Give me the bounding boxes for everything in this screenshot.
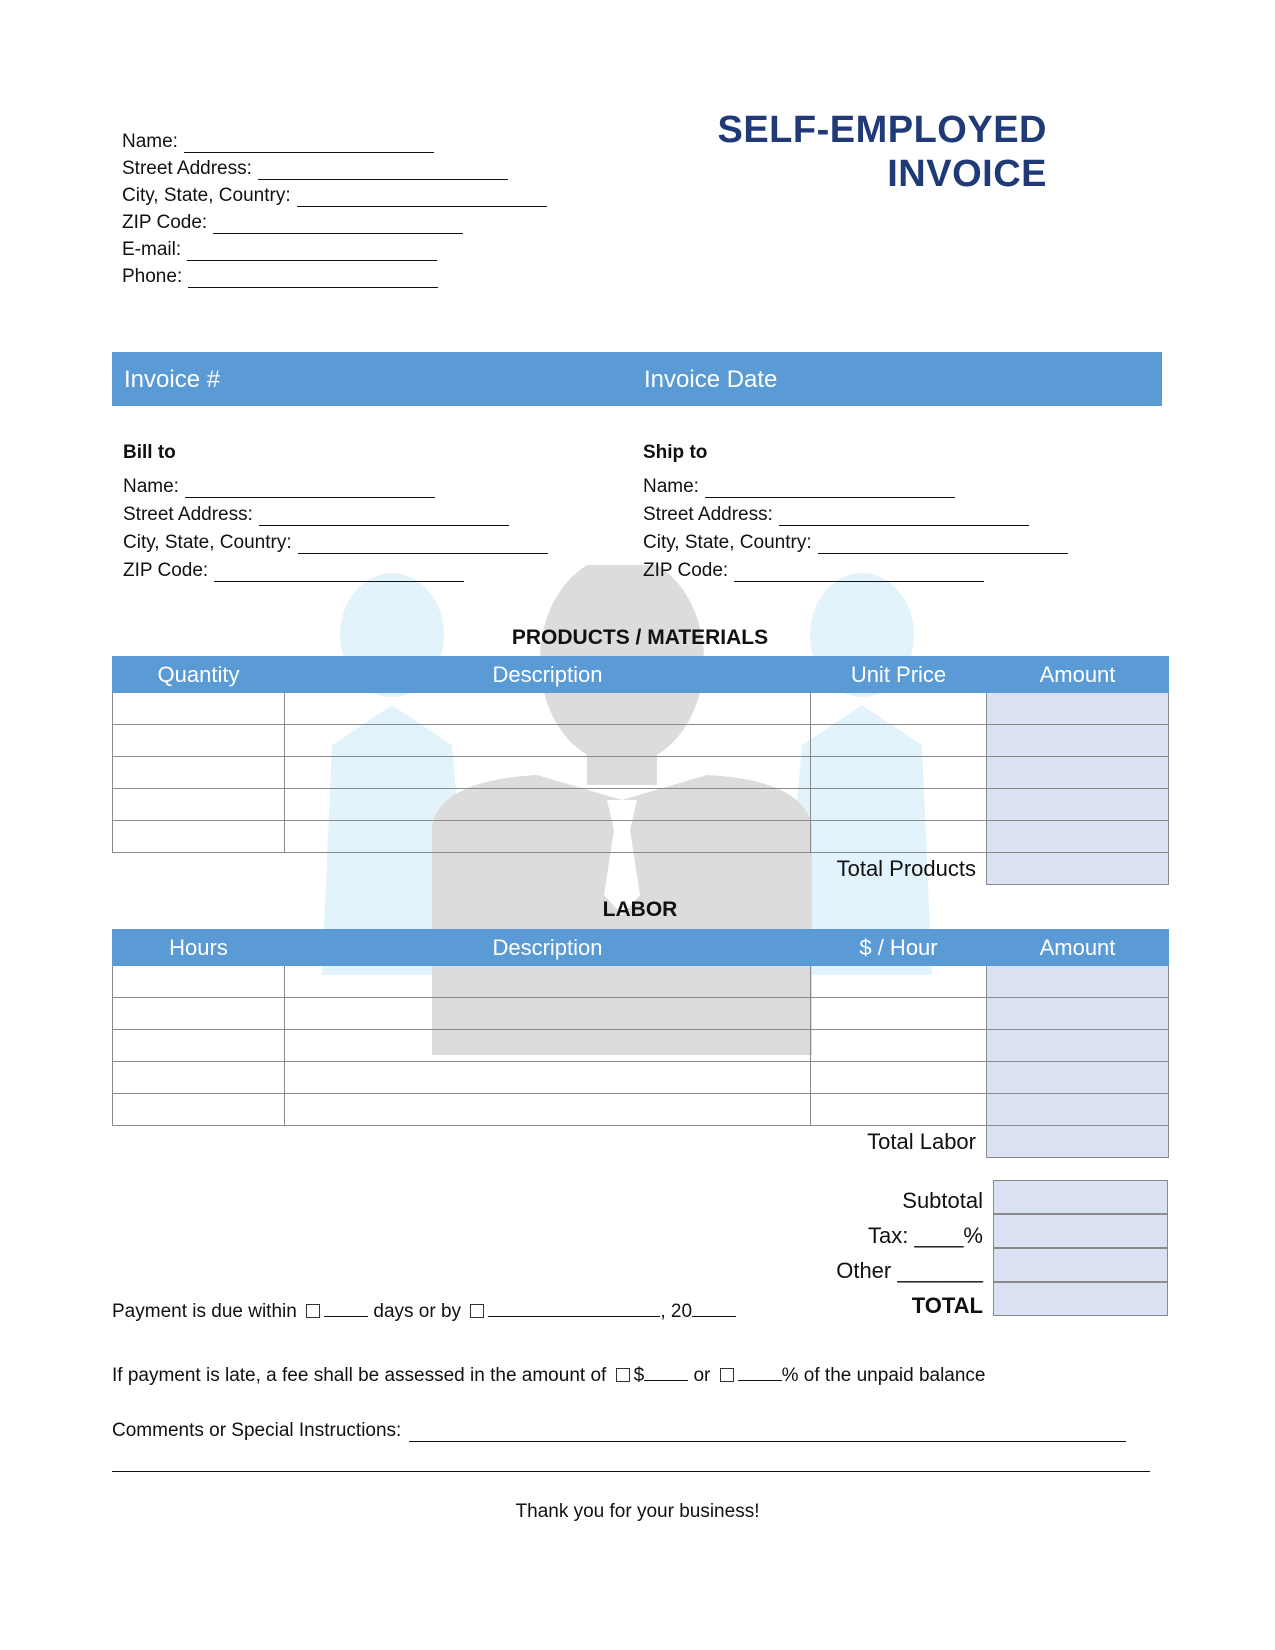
unit-price-cell[interactable] (811, 693, 987, 725)
ship-to-block (643, 442, 1068, 582)
comments-second-line[interactable] (112, 1471, 1150, 1472)
year-blank[interactable] (692, 1300, 736, 1317)
description-cell[interactable] (285, 693, 811, 725)
fee-amount-checkbox[interactable] (616, 1368, 630, 1382)
col-quantity: Quantity (113, 657, 285, 693)
labor-header-row (113, 930, 1169, 966)
table-row (113, 757, 1169, 789)
total-labor-row (113, 1126, 1169, 1158)
tax-amount[interactable] (993, 1214, 1168, 1248)
rate-cell[interactable] (811, 1030, 987, 1062)
col-description: Description (285, 930, 811, 966)
rate-cell[interactable] (811, 966, 987, 998)
bill-to-heading: Bill to (123, 442, 176, 463)
rate-cell[interactable] (811, 1062, 987, 1094)
amount-cell[interactable] (987, 998, 1169, 1030)
quantity-cell[interactable] (113, 693, 285, 725)
sender-block (122, 126, 547, 288)
subtotal-amount[interactable] (993, 1180, 1168, 1214)
table-row (113, 789, 1169, 821)
fee-percent-blank[interactable] (738, 1364, 782, 1381)
unit-price-cell[interactable] (811, 757, 987, 789)
total-label: TOTAL (911, 1293, 983, 1318)
title-line-2: INVOICE (887, 153, 1047, 195)
amount-cell[interactable] (987, 725, 1169, 757)
quantity-cell[interactable] (113, 757, 285, 789)
bill-to-block (123, 442, 548, 582)
date-blank[interactable] (488, 1300, 660, 1317)
bill-to-city-field[interactable]: City, State, Country: (123, 526, 548, 554)
description-cell[interactable] (285, 998, 811, 1030)
quantity-cell[interactable] (113, 789, 285, 821)
sender-city-field[interactable]: City, State, Country: (122, 180, 547, 207)
table-row (113, 1094, 1169, 1126)
total-amount[interactable] (993, 1282, 1168, 1316)
tax-label[interactable]: Tax: ____% (868, 1223, 983, 1248)
quantity-cell[interactable] (113, 725, 285, 757)
description-cell[interactable] (285, 725, 811, 757)
thank-you-note: Thank you for your business! (515, 1501, 760, 1522)
total-products-amount[interactable] (987, 853, 1169, 885)
quantity-cell[interactable] (113, 821, 285, 853)
description-cell[interactable] (285, 1062, 811, 1094)
unit-price-cell[interactable] (811, 789, 987, 821)
col-hours: Hours (113, 930, 285, 966)
invoice-title (717, 108, 1047, 196)
products-table (112, 656, 1169, 885)
bill-to-name-field[interactable]: Name: (123, 470, 548, 498)
col-amount: Amount (987, 930, 1169, 966)
invoice-number-label[interactable]: Invoice # (124, 366, 221, 393)
date-checkbox[interactable] (470, 1304, 484, 1318)
rate-cell[interactable] (811, 998, 987, 1030)
col-rate: $ / Hour (811, 930, 987, 966)
days-blank[interactable] (324, 1300, 368, 1317)
payment-due-line: Payment is due within days or by , 20 (112, 1300, 736, 1323)
other-label[interactable]: Other _______ (836, 1258, 983, 1283)
fee-percent-checkbox[interactable] (720, 1368, 734, 1382)
amount-cell[interactable] (987, 1094, 1169, 1126)
table-row (113, 966, 1169, 998)
sender-email-field[interactable]: E-mail: (122, 234, 547, 261)
total-products-row (113, 853, 1169, 885)
description-cell[interactable] (285, 966, 811, 998)
description-cell[interactable] (285, 1030, 811, 1062)
title-line-1: SELF-EMPLOYED (717, 109, 1047, 151)
other-amount[interactable] (993, 1248, 1168, 1282)
bill-to-street-field[interactable]: Street Address: (123, 498, 548, 526)
total-labor-amount[interactable] (987, 1126, 1169, 1158)
unit-price-cell[interactable] (811, 821, 987, 853)
ship-to-zip-field[interactable]: ZIP Code: (643, 554, 1068, 582)
rate-cell[interactable] (811, 1094, 987, 1126)
subtotal-label: Subtotal (902, 1188, 983, 1213)
sender-phone-field[interactable]: Phone: (122, 261, 547, 288)
products-heading: PRODUCTS / MATERIALS (511, 626, 769, 649)
table-row (113, 1062, 1169, 1094)
col-amount: Amount (987, 657, 1169, 693)
hours-cell[interactable] (113, 998, 285, 1030)
labor-heading: LABOR (602, 898, 678, 921)
sender-zip-field[interactable]: ZIP Code: (122, 207, 547, 234)
amount-cell[interactable] (987, 789, 1169, 821)
hours-cell[interactable] (113, 966, 285, 998)
table-row (113, 998, 1169, 1030)
amount-cell[interactable] (987, 1062, 1169, 1094)
table-row (113, 725, 1169, 757)
ship-to-city-field[interactable]: City, State, Country: (643, 526, 1068, 554)
amount-cell[interactable] (987, 966, 1169, 998)
hours-cell[interactable] (113, 1094, 285, 1126)
amount-cell[interactable] (987, 693, 1169, 725)
total-products-label: Total Products (836, 855, 976, 881)
total-labor-label: Total Labor (867, 1128, 976, 1154)
sender-name-field[interactable]: Name: (122, 126, 547, 153)
ship-to-heading: Ship to (643, 442, 708, 463)
hours-cell[interactable] (113, 1030, 285, 1062)
labor-table (112, 929, 1169, 1158)
description-cell[interactable] (285, 757, 811, 789)
table-row (113, 821, 1169, 853)
invoice-info-bar (112, 352, 1162, 406)
invoice-date-label[interactable]: Invoice Date (644, 366, 778, 393)
hours-cell[interactable] (113, 1062, 285, 1094)
description-cell[interactable] (285, 789, 811, 821)
ship-to-name-field[interactable]: Name: (643, 470, 1068, 498)
amount-cell[interactable] (987, 757, 1169, 789)
unit-price-cell[interactable] (811, 725, 987, 757)
products-header-row (113, 657, 1169, 693)
table-row (113, 693, 1169, 725)
ship-to-street-field[interactable]: Street Address: (643, 498, 1068, 526)
col-description: Description (285, 657, 811, 693)
description-cell[interactable] (285, 821, 811, 853)
days-checkbox[interactable] (306, 1304, 320, 1318)
amount-cell[interactable] (987, 821, 1169, 853)
late-fee-line: If payment is late, a fee shall be assessed in the amount of $ or % of the unpaid balance (112, 1365, 986, 1386)
comments-field[interactable]: Comments or Special Instructions: (112, 1420, 1126, 1442)
fee-amount-blank[interactable] (644, 1364, 688, 1381)
bill-to-zip-field[interactable]: ZIP Code: (123, 554, 548, 582)
table-row (113, 1030, 1169, 1062)
col-unit-price: Unit Price (811, 657, 987, 693)
sender-street-field[interactable]: Street Address: (122, 153, 547, 180)
description-cell[interactable] (285, 1094, 811, 1126)
amount-cell[interactable] (987, 1030, 1169, 1062)
